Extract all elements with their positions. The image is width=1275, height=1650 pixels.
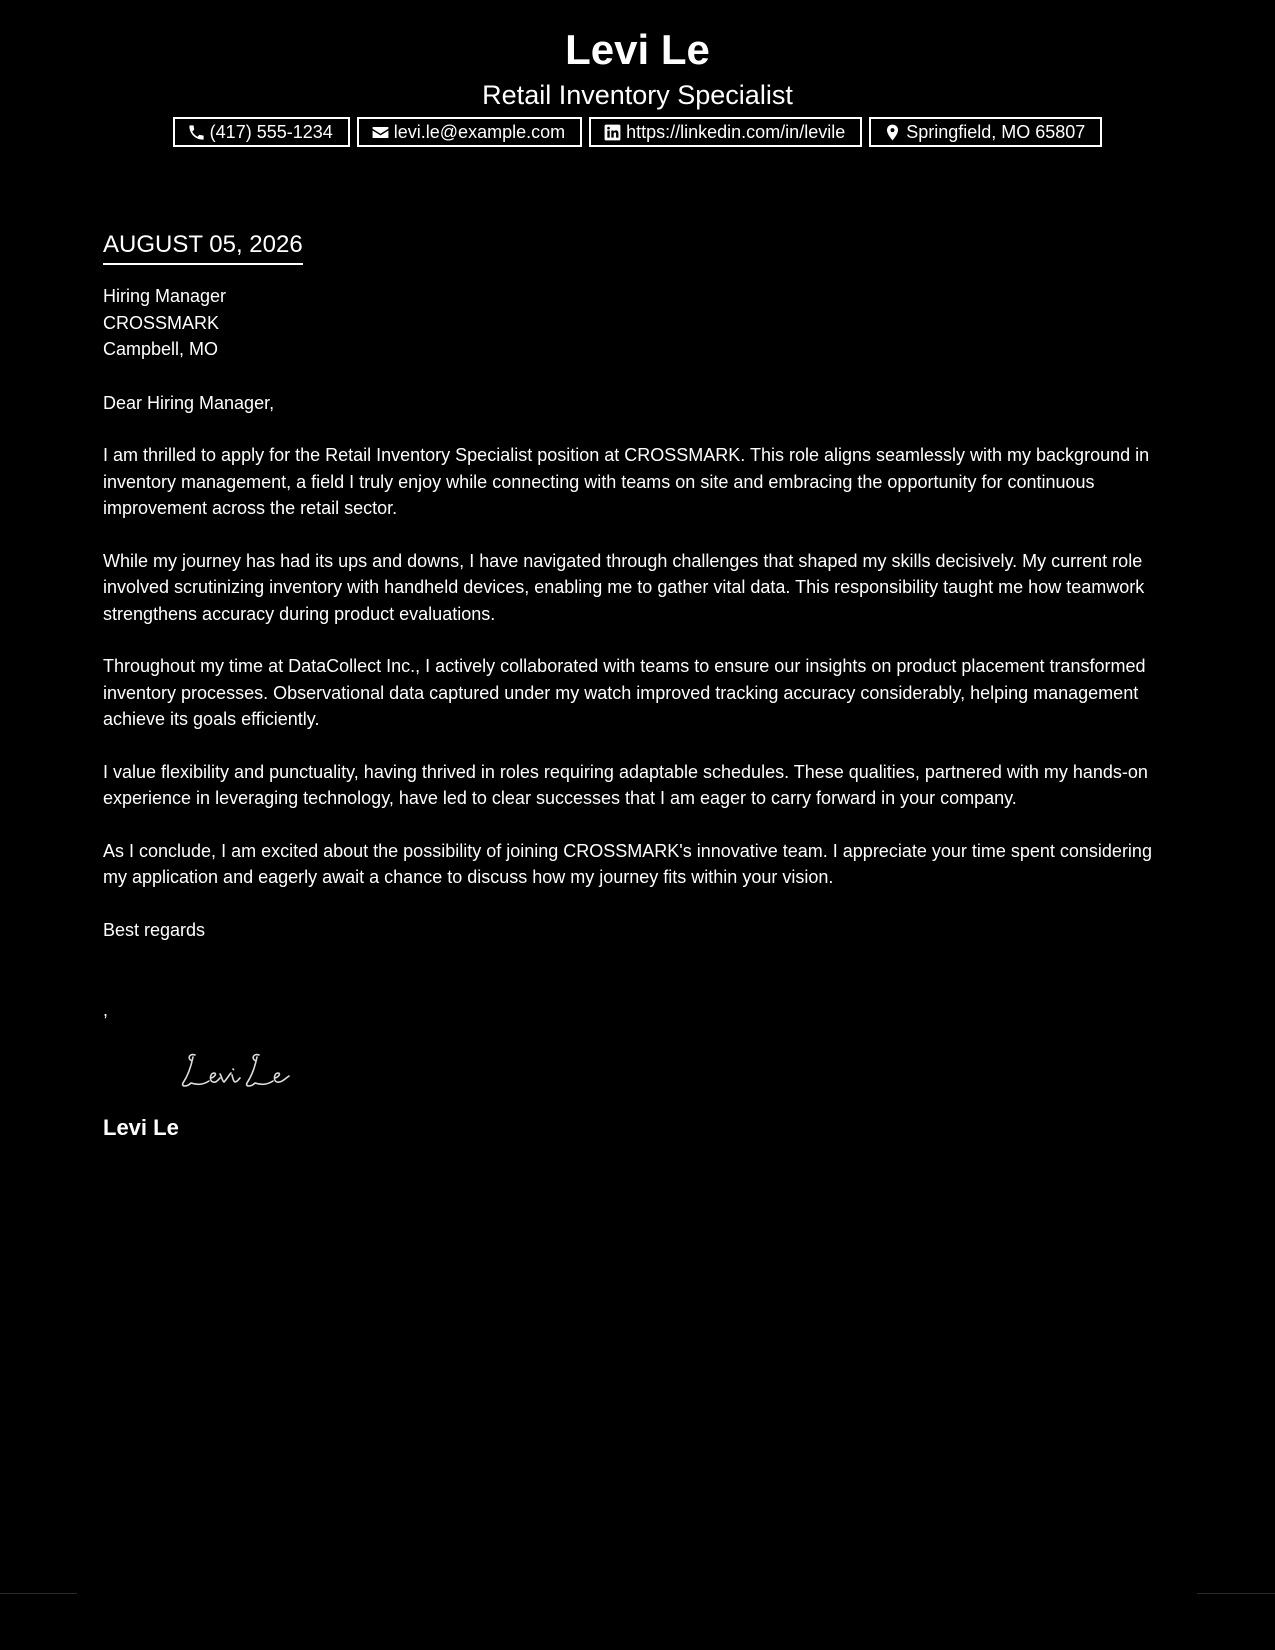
body-paragraph: I am thrilled to apply for the Retail Inventory Specialist position at CROSSMARK. This role aligns seamlessly with my background in inventory management, a field I truly enjoy while connecting with teams on site and embracing the opportunity for continuous improvement across the retail sector. — [103, 445, 1150, 518]
footer-rule-left — [0, 1593, 77, 1594]
contact-bar — [0, 117, 1275, 147]
recipient-company: CROSSMARK — [103, 312, 220, 333]
linkedin-text: https://linkedin.com/in/levile — [626, 121, 846, 142]
phone-icon — [187, 123, 206, 142]
recipient-line: Hiring Manager — [103, 286, 227, 306]
contact-email[interactable] — [357, 117, 582, 147]
linkedin-icon — [603, 123, 622, 142]
body-paragraph: As I conclude, I am excited about the possibility of joining CROSSMARK's innovative team. I appreciate your time spent considering my application and eagerly await a chance to discuss how my journey fits within your vision. — [103, 840, 1152, 887]
recipient-block — [103, 283, 1178, 363]
letter-header — [0, 22, 1275, 147]
recipient-location: Campbell, MO — [103, 339, 219, 359]
signer-name: Levi Le — [103, 1115, 179, 1140]
body-paragraph: While my journey has had its ups and downs, I have navigated through challenges that shaped my skills decisively. My current role involved scrutinizing inventory with handheld devices, enabling me to gather vital data. This responsibility taught me how teamwork strengthens accuracy during product evaluations. — [103, 550, 1145, 624]
phone-text: (417) 555-1234 — [209, 121, 333, 142]
letter-date: AUGUST 05, 2026 — [103, 228, 303, 265]
letter-body — [103, 228, 1178, 1143]
contact-phone[interactable] — [173, 117, 350, 147]
contact-location — [869, 117, 1102, 147]
job-title: Retail Inventory Specialist — [482, 80, 793, 110]
signature-image — [175, 1045, 305, 1093]
location-text: Springfield, MO 65807 — [906, 121, 1086, 142]
applicant-name: Levi Le — [565, 26, 710, 73]
salutation: Dear Hiring Manager, — [103, 392, 275, 413]
body-paragraph: Throughout my time at DataCollect Inc., I actively collaborated with teams to ensure our insights on product placement transformed inventory processes. Observational data captured under my watch improved tracking accuracy considerably, helping management achieve its goals efficiently. — [103, 656, 1146, 729]
footer-rule-right — [1197, 1593, 1275, 1594]
envelope-icon — [371, 123, 390, 142]
map-marker-icon — [883, 123, 902, 142]
closing: Best regards — [103, 919, 206, 940]
body-paragraph: I value flexibility and punctuality, having thrived in roles requiring adaptable schedules. These qualities, partnered with my hands-on experience in leveraging technology, have led to clear successes that I am eager to carry forward in your company. — [103, 761, 1148, 808]
contact-linkedin[interactable] — [589, 117, 862, 147]
email-text: levi.le@example.com — [393, 121, 566, 142]
closing-comma: , — [103, 1000, 109, 1020]
